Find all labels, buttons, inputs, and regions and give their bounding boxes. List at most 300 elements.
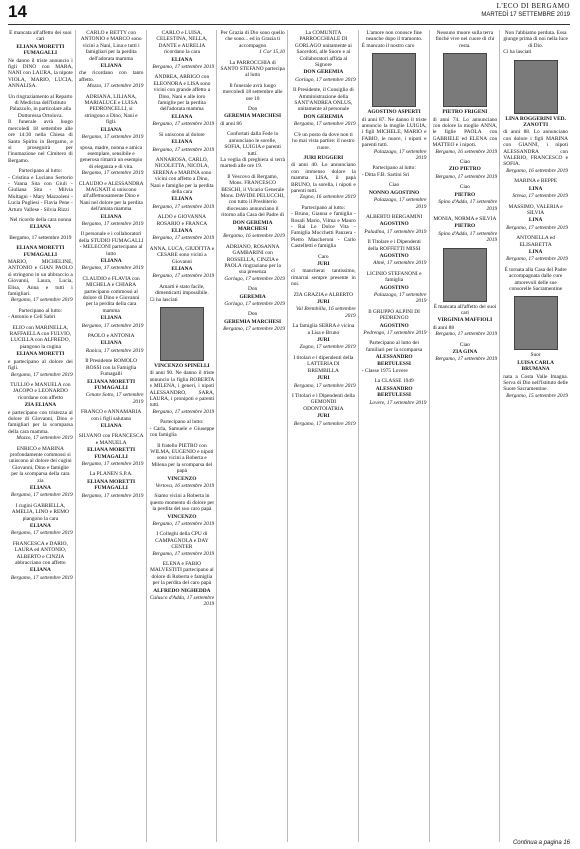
- obituary-notice: [433, 184, 498, 212]
- notice-text: ADRIANA, LILIANA, MARIALUCE e LUISA PEDRONCELLI, si stringono a Dino, Nani e figli.: [84, 93, 138, 126]
- obituary-notice: [8, 245, 73, 304]
- obituary-notice: [362, 214, 427, 235]
- notice-body: Il funerale avrà luogo mercoledì 18 settembre alle ore 14:30 nella Chiesa di Santo Spirito in Bergamo, e si proseguirà per l'inumazione nel Cimitero di Bergamo.: [8, 119, 73, 164]
- notice-sign: Bergamo, 17 settembre 2019: [152, 121, 215, 128]
- notice-text: La PARROCCHIA di SANTO STEFANO partecipa al lutto: [220, 59, 285, 79]
- notice-text: Il Vescovo di Bergamo, Mons. FRANCESCO BESCHI, il Vicario Generale Mons. DAVIDE PELUCCHI, con tutto il Presbiterio diocesano annunciano il ritorno alla Casa del Padre di: [220, 173, 285, 219]
- deceased-name: ELIANA MORETTI: [16, 351, 65, 358]
- portrait-photo: [514, 60, 558, 114]
- notice-sign: Bergamo, 17 settembre 2019: [152, 550, 215, 557]
- obituary-notice: [79, 409, 144, 429]
- obituary-notice: [220, 106, 285, 127]
- deceased-name: LINA: [528, 248, 543, 255]
- obituary-notice: [291, 87, 356, 127]
- obituary-notice: [220, 244, 285, 282]
- notice-text: Non l'abbiamo perduta. Essa giunge prima di noi nella luce di Dio.: [503, 30, 568, 49]
- notice-text: I Colleghi della CPU di CAMPAGNOLA e DAY CENTER: [155, 531, 209, 551]
- deceased-name: VINCENZO SPINELLI: [154, 363, 210, 370]
- notice-sign: Bergamo, 17 settembre 2019: [293, 121, 356, 128]
- deceased-name: JURI: [317, 413, 330, 420]
- obituary-notice: [362, 182, 427, 210]
- obituary-notice: [362, 309, 427, 337]
- portrait-photo: [372, 53, 416, 107]
- deceased-name: ELIANA: [100, 340, 122, 347]
- deceased-name: JURI: [317, 375, 330, 382]
- obituary-notice: [8, 308, 73, 321]
- notice-text: Caro: [318, 253, 329, 260]
- deceased-name: ZIO PIETRO: [448, 166, 481, 173]
- notice-sign: Zogno, 16 settembre 2019: [299, 194, 356, 201]
- notice-sign: Bergamo, 17 settembre 2019: [10, 530, 73, 537]
- page-header: [0, 0, 580, 26]
- notice-sign: Mozzo, 17 settembre 2019: [16, 435, 73, 442]
- deceased-name: ALFREDO NIGHEDDA: [153, 587, 211, 594]
- notice-sign: Bergamo, 17 settembre 2019: [293, 420, 356, 427]
- notice-sign: Bergamo, 17 settembre 2019: [152, 408, 215, 415]
- notice-sign: Bergamo, 17 settembre 2019: [81, 322, 144, 329]
- obituary-notice: [503, 60, 568, 175]
- deceased-name: AGOSTINO: [379, 284, 409, 291]
- notice-body: MARIO, MICHELINE, ANTONIO e GIAN PAOLO si stringono in un abbraccio a Giovanni, Laura, Lucia, Elisa, Anna e tutti i famigliari.: [8, 259, 73, 298]
- notice-text: Siamo vicini a Roberta in questo momento di dolore per la perdita del suo caro papà: [149, 493, 215, 513]
- portrait-photo: [160, 307, 204, 361]
- obituary-notice: [291, 155, 356, 201]
- notice-text: ENRICO e MARINA profondamente commossi si uniscono al dolore dei cugini Giovanni, Dino e famiglie per la scomparsa della cara zia: [9, 445, 72, 484]
- deceased-name: ZIA ELIANA: [24, 402, 57, 409]
- notice-sign: Bergamo, 15 settembre 2019: [506, 392, 568, 399]
- notice-text: TULLIO e MANUELA con JACOPO e LEONARDO ricordano con affetto: [10, 381, 71, 401]
- obituary-notice: [150, 493, 215, 527]
- notice-text: Bergamo, 17 settembre 2019: [9, 234, 72, 241]
- page-number: 14: [8, 2, 27, 21]
- notice-text: MONIA, NORMA e SILVIA: [433, 215, 497, 222]
- deceased-name: ELIANA MORETTI FUMAGALLI: [16, 245, 65, 258]
- notice-text: MARINA e BEPPE: [514, 178, 558, 185]
- notice-text: Il Presidente, il Consiglio di Amministrazione della SANT'ANDREA ONLUS, unitamente al personale: [293, 87, 354, 113]
- deceased-name: ELIANA: [100, 422, 122, 429]
- notice-text: Il fratello PIETRO con WILMA, EUGENIO e nipoti sono vicini a Roberta e Milena per la scomparsa del papà: [150, 442, 214, 475]
- obituary-notice: [220, 311, 285, 332]
- obituary-notice: [79, 358, 144, 405]
- notice-sign: Bergamo, 17 settembre 2019: [10, 574, 73, 581]
- notice-body: nata a Costa Valle Imagna. Serva di Dio nell'Istituto delle Suore Sacramentine.: [503, 373, 568, 393]
- obituary-notice: [79, 94, 144, 141]
- obituary-notice: [79, 471, 144, 499]
- notice-sign: Bergamo, 17 settembre 2019: [10, 297, 73, 304]
- obituary-notice: [362, 165, 427, 178]
- notice-sign: Bergamo, 17 settembre 2019: [81, 170, 144, 177]
- obituary-notice: [433, 248, 498, 338]
- obituary-notice: [8, 541, 73, 581]
- notice-sign: Palazzago, 17 settembre 2019: [373, 148, 427, 162]
- obituary-notice: [79, 30, 144, 90]
- notice-text: La famiglia SERRA è vicina a Lisa e Bruno: [292, 323, 355, 336]
- deceased-name: AGOSTINO ASPERTI: [367, 109, 421, 116]
- notice-body: - Classe 1975 Lovere: [361, 368, 408, 375]
- notice-text: Il Presidente ROMOLO ROSSI con la Famiglia Fumagalli: [85, 358, 138, 378]
- obituary-columns: [8, 30, 570, 842]
- column-1: [8, 30, 76, 842]
- notice-text: Partecipano al lutto:: [18, 307, 63, 314]
- obituary-notice: [291, 292, 356, 320]
- deceased-name: GEREMIA MARCHESI: [224, 113, 282, 120]
- obituary-notice: [433, 342, 498, 363]
- notice-sign: Bergamo, 17 settembre 2019: [10, 492, 73, 499]
- notice-body: Ne danno il triste annuncio i figli DINO con MARA, NANI con LAURA, la nipote VIOLA, MARIO, LUCIA, ANNALISA.: [8, 57, 73, 90]
- deceased-name: AGOSTINO: [379, 221, 409, 228]
- obituary-notice: [362, 378, 427, 406]
- obituary-notice: [150, 132, 215, 153]
- deceased-name: DON GEREMIA MARCHESI: [232, 219, 273, 232]
- notice-text: Confortati dalla Fede lo annunciano le sorelle, SOFIA, LUIGIA e parenti tutti.: [224, 131, 281, 157]
- notice-sign: Calusco d'Adda, 17 settembre 2019: [149, 595, 215, 608]
- deceased-name: GEREMIA MARCHESI: [224, 318, 282, 325]
- notice-text: SILVANO con FRANCESCA e MANUELA: [78, 433, 144, 446]
- deceased-name: ELIANA: [100, 126, 122, 133]
- notice-sign: Cenate Sotto, 17 settembre 2019: [85, 392, 144, 405]
- notice-body: È mancato il nostro caro: [361, 42, 415, 49]
- portrait-photo: [514, 296, 558, 350]
- deceased-name: ELIANA MORETTI FUMAGALLI: [87, 478, 136, 492]
- notice-text: LICINIO STEFANONI e famiglia: [366, 270, 422, 284]
- column-2: [79, 30, 147, 842]
- notice-text: Partecipano al lutto:: [372, 165, 416, 172]
- notice-sign: Bergamo, 16 settembre 2019: [435, 148, 498, 155]
- notice-sign: Bergamo, 17 settembre 2019: [81, 134, 144, 141]
- notice-sign: Bergamo, 17 settembre 2019: [435, 331, 498, 338]
- notice-sign: Ranica, 17 settembre 2019: [85, 347, 144, 354]
- deceased-name: DON GEREMIA: [303, 113, 344, 120]
- obituary-notice: [291, 355, 356, 389]
- notice-body: Ci ha lasciati: [503, 49, 532, 56]
- deceased-name: GEREMIA: [239, 293, 266, 300]
- deceased-name: ELIANA: [171, 196, 193, 203]
- notice-sign: Bergamo, 17 settembre 2019: [506, 256, 568, 263]
- notice-sign: Bergamo, 17 settembre 2019: [293, 382, 356, 389]
- notice-sign: Bergamo, 17 settembre 2019: [152, 273, 215, 280]
- notice-body: Ci ha lasciati: [149, 296, 178, 303]
- deceased-name: LINA: [528, 217, 543, 224]
- deceased-name: ELIANA: [29, 523, 51, 530]
- obituary-notice: [220, 286, 285, 307]
- obituary-notice: [150, 246, 215, 280]
- notice-body: di anni 88: [432, 324, 455, 331]
- deceased-name: ELIANA: [100, 315, 122, 322]
- notice-text: Don: [247, 286, 258, 293]
- obituary-notice: [503, 296, 568, 399]
- deceased-name: JURI: [317, 261, 330, 267]
- deceased-name: ELIANA MORETTI FUMAGALLI: [87, 378, 136, 391]
- notice-text: CLAUDIO e FLAVIA con MICHELA e CHIARA partecipano commossi al dolore di Dino e Giovanni per la perdita della cara mamma: [82, 275, 140, 314]
- notice-sign: Bergamo, 17 settembre 2019: [152, 146, 215, 153]
- notice-sign: Bergamo, 17 settembre 2019: [435, 356, 498, 363]
- deceased-name: NONNO AGOSTINO: [369, 189, 420, 196]
- column-6: [362, 30, 430, 842]
- notice-sign: Bergamo, 17 settembre 2019: [10, 371, 73, 378]
- deceased-name: LINA ROGGERINI VED. ZANOTTI: [505, 115, 566, 129]
- notice-sign: Stresa, 17 settembre 2019: [512, 193, 568, 200]
- obituary-notice: [150, 531, 215, 557]
- notice-text: Nessuno muore sulla terra finché vive nel cuore di chi resta.: [435, 30, 495, 49]
- deceased-name: LUISA CARLA BRUMANA: [517, 359, 554, 373]
- obituary-notice: [79, 231, 144, 271]
- obituary-notice: [79, 433, 144, 467]
- issue-date: MARTEDÌ 17 SETTEMBRE 2019: [481, 12, 570, 18]
- obituary-notice: [291, 132, 356, 151]
- portrait-photo: [443, 248, 487, 302]
- deceased-name: ELIANA MORETTI FUMAGALLI: [87, 447, 136, 460]
- notice-text: FRANCESCA e DARIO, LAURA ed ANTONIO, ALBERTO e CINZIA abbracciano con affetto: [12, 540, 68, 567]
- obituary-notice: [150, 419, 215, 438]
- deceased-name: ELIANA: [29, 224, 51, 231]
- deceased-name: PIETRO FRIGENI: [442, 109, 488, 116]
- obituary-notice: [150, 214, 215, 242]
- notice-body: e partecipano con tristezza al dolore di Giovanni, Dino e famigliari per la scomparsa della cara mamma.: [8, 409, 73, 435]
- column-8: [503, 30, 570, 842]
- notice-sign: Mozzo, 17 settembre 2019: [87, 83, 144, 90]
- obituary-notice: [8, 30, 73, 90]
- notice-text: sposa, madre, nonna e amica esemplare, sensibile e generosa rimarrà un esempio di eleganza e di vita.: [79, 144, 143, 170]
- notice-sign: Bergamo, 17 settembre 2019: [152, 235, 215, 242]
- notice-text: La PLANEN S.P.A.: [89, 471, 133, 478]
- notice-text: È tornata alla Casa del Padre accompagnata dalle cure amorevoli delle sue consorelle Sacramentine: [504, 266, 567, 292]
- notice-text: ANNA, LUCA, GIUDITTA e CESARE sono vicini a Giovanni: [149, 245, 215, 265]
- obituary-notice: [79, 181, 144, 228]
- notice-body: ci mancherai tantissimo, rimarrai sempre presente in noi.: [291, 268, 356, 288]
- deceased-name: ALESSANDRO BERTULESSI: [375, 354, 413, 367]
- notice-sign: Bergamo, 17 settembre 2019: [152, 203, 215, 210]
- deceased-name: JURI: [317, 337, 330, 344]
- obituary-notice: [150, 284, 215, 303]
- notice-text: Il personale e i collaboratori della STUDIO FUMAGALLI - MELECONI partecipano al lutto: [78, 231, 144, 257]
- notice-text: Il funerale avrà luogo mercoledì 18 settembre alle ore 10: [222, 82, 283, 102]
- continue-note: Continua a pagina 16: [512, 840, 570, 846]
- notice-text: Don: [247, 311, 258, 318]
- obituary-notice: [8, 382, 73, 442]
- obituary-notice: [8, 94, 73, 164]
- notice-text: Per Grazia di Dio sono quello che sono... ed in Grazia ti accompagno: [220, 30, 285, 49]
- notice-text: Partecipano al lutto dei familiari per la scomparsa: [366, 340, 423, 353]
- deceased-name: JURI RUGGERI: [303, 154, 344, 161]
- column-4: [220, 30, 288, 842]
- obituary-notice: [503, 178, 568, 199]
- notice-text: CARLO e BETTY con ANTONIO e MARCO sono vicini a Nani, Lina e tutti i famigliari per la perdita dell'adorata mamma: [80, 30, 142, 62]
- obituary-notice: [362, 30, 427, 49]
- notice-text: Don: [247, 106, 258, 113]
- obituary-notice: [362, 271, 427, 305]
- header-rule: [8, 24, 570, 25]
- obituary-notice: [79, 333, 144, 354]
- notice-text: La CLASSE 1949: [374, 378, 414, 385]
- notice-sign: Bergamo, 17 settembre 2019: [81, 220, 144, 227]
- portrait-photo: [443, 53, 487, 107]
- notice-text: MASSIMO, VALERIA e SILVIA: [508, 203, 563, 216]
- obituary-notice: [362, 340, 427, 374]
- notice-body: - Bruno, Gianna e famiglia - Rosali Mario, Vilma e Mauro - Rai Le Dolce Vita - Famiglia Mocchetti Panzera - Pietro Mascheroni - Carlo Castelletti e famiglia: [291, 211, 356, 250]
- obituary-notice: [220, 83, 285, 102]
- notice-sign: Bergamo, 17 settembre 2019: [223, 326, 285, 333]
- deceased-name: ELIANA MORETTI FUMAGALLI: [16, 43, 65, 57]
- notice-text: ZIA GRAZIA e ALBERTO: [293, 291, 354, 298]
- notice-text: I Titolari e i Dipendenti della GEMONDI ODONTOIATRIA: [292, 392, 355, 412]
- obituary-notice: [291, 205, 356, 250]
- deceased-name: PIETRO: [454, 223, 476, 230]
- notice-text: Amarti è stato facile, dimenticarti impossibile.: [155, 283, 209, 297]
- obituary-notice: [8, 168, 73, 213]
- notice-text: ANDREA, ARRIGO con ELEONORA e LISA sono vicini con grande affetto a Dino, Nani e alle loro famiglie per la perdita dell'adorata mamma: [153, 74, 211, 113]
- obituary-notice: [220, 30, 285, 56]
- notice-sign: Val Brembilla, 16 settembre 2019: [295, 306, 356, 319]
- notice-text: Il GRUPPO ALPINI DI PEDRENGO: [368, 308, 420, 322]
- column-3: [150, 30, 218, 842]
- obituary-notice: [79, 145, 144, 177]
- notice-sign: Almè, 17 settembre 2019: [373, 260, 427, 267]
- notice-text: È mancata all'affetto dei suoi cari: [9, 30, 72, 43]
- notice-sign: Bergamo, 17 settembre 2019: [435, 173, 498, 180]
- deceased-name: VINCENZO: [167, 513, 197, 520]
- obituary-notice: [8, 217, 73, 231]
- notice-text: Nel ricordo della cara nonna: [9, 216, 72, 223]
- deceased-name: ELIANA: [171, 113, 193, 120]
- obituary-notice: [150, 157, 215, 210]
- notice-sign: Gorlago, 17 settembre 2019: [295, 76, 356, 83]
- obituary-notice: [8, 325, 73, 378]
- notice-sign: Gorlago, 17 settembre 2019: [224, 275, 285, 282]
- notice-sign: Bergamo, 17 settembre 2019: [152, 520, 215, 527]
- notice-text: ADRIANO, ROSANNA GAMBARINI con ROSSELLA, CINZIA e PAOLA ringraziano per la sua presenza: [224, 243, 281, 276]
- notice-text: C'è un posto da dove non ti ho mai vista partire: il nostro cuore.: [292, 131, 355, 151]
- obituary-notice: [433, 216, 498, 244]
- obituary-notice: [220, 60, 285, 79]
- notice-text: PAOLO e ANTONIA: [87, 333, 135, 340]
- deceased-name: ELIANA: [171, 139, 193, 146]
- notice-text: Partecipano al lutto:: [160, 419, 204, 426]
- obituary-notice: [503, 30, 568, 56]
- notice-body: - Antonio e Celi Sabri: [8, 314, 56, 321]
- notice-text: Partecipano al lutto:: [18, 168, 63, 175]
- deceased-name: ALESSANDRO BERTULESSI: [375, 385, 413, 399]
- notice-text: CLAUDIO e ALESSANDRA MAGNATI si uniscono all'affettuosamente Dino e Nani nel dolore per la perdita dell'amata mamma: [78, 180, 144, 213]
- notice-text: FRANCO e ANNAMARIA con i figli salutano: [81, 409, 142, 422]
- column-5: [291, 30, 359, 842]
- deceased-name: ELIANA: [171, 266, 193, 272]
- deceased-name: VIRGINIA MAFFIOLI: [437, 317, 493, 324]
- notice-sign: Spino d'Adda, 17 settembre 2019: [438, 199, 498, 212]
- obituary-notice: [79, 276, 144, 329]
- deceased-name: ELIANA: [171, 56, 193, 63]
- deceased-name: ELIANA: [100, 63, 122, 70]
- notice-text: Il Titolare e i Dipendenti della ROFFETTI MISSI: [367, 239, 421, 252]
- obituary-notice: [220, 131, 285, 169]
- obituary-notice: [291, 30, 356, 83]
- obituary-notice: [362, 53, 427, 161]
- notice-text: Ciao: [459, 341, 470, 348]
- obituary-notice: [291, 254, 356, 288]
- notice-sign: Zogno, 17 settembre 2019: [299, 344, 356, 351]
- notice-text: Ciao: [389, 182, 400, 189]
- notice-text: ALBERTO BERGAMINI: [365, 213, 423, 220]
- notice-sign: Bergamo, 17 settembre 2019: [81, 460, 144, 467]
- deceased-name: PIETRO: [454, 191, 476, 198]
- deceased-name: ELIANA: [100, 213, 122, 220]
- notice-text: ELENA e FABIO MALVESTITI partecipano al dolore di Roberta e famiglia per la perdita del caro papà: [150, 561, 214, 587]
- notice-sign: Bergamo, 17 settembre 2019: [81, 492, 144, 499]
- notice-text: ANNAROSA, CARLO, NICOLETTA, NICOLA, SERENA e MARINA sono vicini con affetto a Dino, Nani e famiglie per la perdita della cara: [150, 156, 214, 195]
- notice-text: CARLO e LUISA, CELESTINA, NELLA, DANTE e AURELIA ricordano la cara: [156, 30, 208, 56]
- obituary-notice: [433, 159, 498, 180]
- notice-body: di anni 86: [220, 120, 242, 127]
- notice-text: ANTONELLA ed ELISABETTA: [516, 235, 555, 248]
- notice-text: È mancata all'affetto dei suoi cari: [433, 303, 497, 316]
- obituary-notice: [503, 204, 568, 232]
- obituary-notice: [503, 267, 568, 293]
- obituary-notice: [220, 174, 285, 240]
- notice-sign: 1 Cor 15,10: [259, 49, 285, 56]
- notice-text: Si uniscono al dolore: [159, 131, 205, 138]
- deceased-name: DON GEREMIA: [303, 69, 344, 76]
- obituary-notice: [433, 53, 498, 155]
- notice-sign: Paladina, 17 settembre 2019: [364, 228, 427, 235]
- notice-body: di anni 40. Lo annunciano con immenso dolore la mamma LISA, il papà BRUNO, la sorella, i nipoti e parenti tutti.: [291, 162, 356, 194]
- notice-text: La COMUNITÀ PARROCCHIALE DI GORLAGO unitamente ai Sacerdoti, alle Suore e ai Collaboratori affida al Signore: [294, 30, 352, 69]
- notice-body: di anni 88. Lo annunciano con dolore i figli MARINA con GIANNI, i nipoti ALESSANDRA con VALERIO, FRANCESCO e SOFIA.: [503, 129, 568, 168]
- notice-body: - Ditta F.B. Sartini Sri: [361, 171, 410, 178]
- notice-sign: Palazzago, 17 settembre 2019: [373, 197, 427, 210]
- notice-text: Ciao: [459, 184, 470, 191]
- deceased-name: AGOSTINO: [379, 322, 409, 329]
- obituary-notice: [8, 446, 73, 499]
- obituary-notice: [150, 307, 215, 415]
- notice-text: Un ringraziamento al Reparto di Medicina dell'Istituto Palazzolo, in particolare alla Dottoressa Ortolova.: [8, 93, 73, 119]
- deceased-name: ELIANA: [29, 567, 51, 574]
- obituary-notice: [8, 235, 73, 241]
- notice-sign: Bergamo, 17 settembre 2019: [152, 64, 215, 71]
- notice-body: di anni 90. Ne danno il triste annuncio la figlia ROBERTA e MILENA, i generi, i nipoti ALESSANDRO, SARA, LAURA, i pronipoti e parenti tutti.: [149, 370, 215, 409]
- obituary-notice: [150, 74, 215, 127]
- obituary-notice: [291, 323, 356, 351]
- deceased-name: AGOSTINO: [379, 252, 409, 259]
- notice-sign: Bergamo, 16 settembre 2019: [506, 167, 568, 174]
- notice-body: - Cristina e Luciano Sertorio - Vanna Sita con Giuli - Giuliana Sita - Milvia Moltagni - Mary Mazzoleni - Lucia Pugliesi - Flavia Pene - Arturo Vallese - Silvia Rizzi: [8, 174, 73, 213]
- deceased-name: ZIA GINA: [452, 348, 478, 355]
- notice-sign: Palazzago, 17 settembre 2019: [373, 291, 427, 305]
- notice-body: di anni 87. Ne danno il triste annuncio la moglie LUIGIA, i figli MICHELE, MARIO e FABIO, le nuore, i nipoti e parenti tutti.: [361, 116, 427, 149]
- notice-sign: Bergamo, 17 settembre 2019: [506, 224, 568, 231]
- notice-text: I titolari e i dipendenti della LATTERIA DI BREMBILLA: [293, 354, 354, 374]
- notice-sign: Bergamo, 17 settembre 2019: [81, 265, 144, 272]
- obituary-notice: [8, 503, 73, 537]
- notice-text: Ciao: [459, 159, 470, 166]
- notice-text: I cugini GABRIELLA, AMELIA, LINO e REMO piangono la cara: [11, 502, 69, 522]
- notice-text: Partecipano al lutto:: [301, 204, 346, 211]
- notice-text: ALDO e GIOVANNA ROSARIO e FRANCA: [156, 214, 208, 227]
- notice-sign: Vertova, 16 settembre 2019: [155, 482, 215, 489]
- obituary-notice: [150, 561, 215, 608]
- deceased-name: JURI: [317, 299, 330, 306]
- obituary-notice: [291, 393, 356, 427]
- deceased-name: VINCENZO: [167, 475, 197, 482]
- column-7: [433, 30, 501, 842]
- deceased-name: ELIANA: [100, 258, 122, 264]
- notice-body: e partecipano al dolore dei figli.: [8, 358, 73, 372]
- obituary-notice: [433, 30, 498, 49]
- deceased-name: LINA: [528, 185, 543, 192]
- notice-text: Suor: [530, 352, 541, 359]
- notice-sign: Pedrengo, 17 settembre 2019: [363, 330, 427, 336]
- obituary-notice: [150, 30, 215, 70]
- notice-body: La veglia di preghiera si terrà martedì alle ore 19.: [220, 156, 285, 170]
- obituary-notice: [362, 239, 427, 267]
